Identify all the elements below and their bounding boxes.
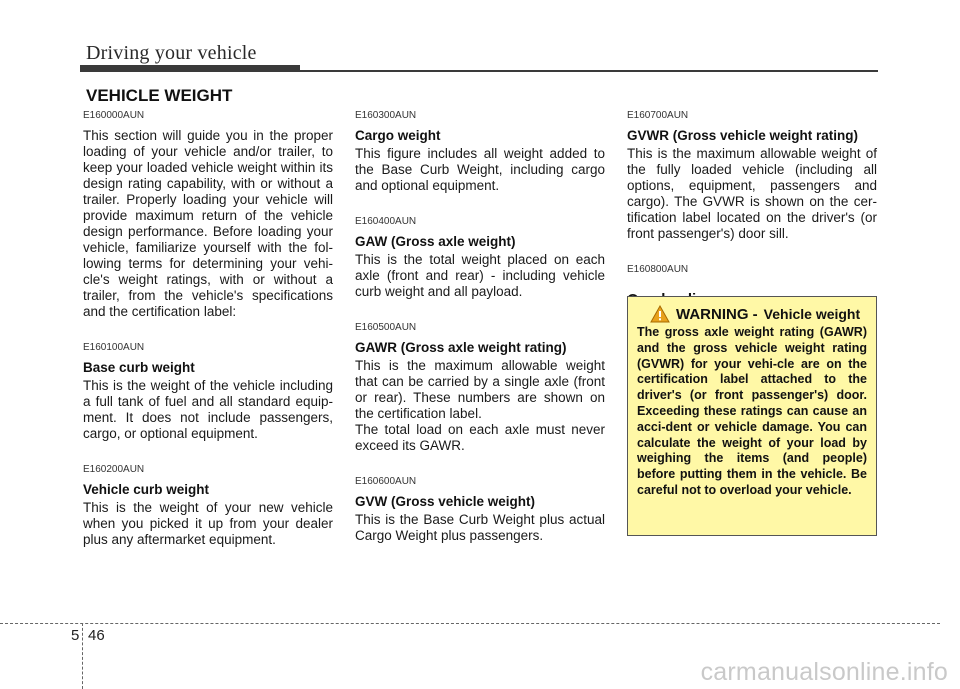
chapter-number: 5 [71,627,80,644]
section-code: E160300AUN [355,110,417,121]
warning-label: WARNING - [676,305,758,323]
warning-subject: Vehicle weight [763,306,861,322]
section-title: VEHICLE WEIGHT [86,86,233,105]
column-2 [355,110,605,544]
section-code: E160700AUN [627,110,689,121]
vehicle-curb-weight-text: This is the weight of your new vehicle when you picked it up from your dealer plus any aftermarket equipment. [83,500,333,547]
gawr-text-2: The total load on each axle must never exceed its GAWR. [355,422,605,453]
column-1 [83,110,333,548]
section-code: E160500AUN [355,322,417,333]
gawr-text: This is the maximum allowable weight that can be carried by a single axle (front or rear). These numbers are shown on the certification label. [355,358,605,421]
cargo-weight-text: This figure includes all weight added to the Base Curb Weight, including cargo and optional equipment. [355,146,605,193]
header-accent-bar [80,65,300,72]
footer-rule [0,623,940,624]
section-code: E160400AUN [355,216,417,227]
section-code: E160800AUN [627,264,689,275]
warning-box [627,296,877,536]
warning-header [650,305,868,323]
page-header-title: Driving your vehicle [86,42,257,64]
section-code: E160100AUN [83,342,145,353]
page-number: 46 [88,627,105,644]
warning-text: The gross axle weight rating (GAWR) and the gross vehicle weight rating (GVWR) for your vehi-cle are on the certification label attached to the driver's (or front passenger's) door. Exceeding these ratings can cause an acci-dent or vehicle damage. You can calculate the weight of your load by weighing the items (and people) before putting them in the vehicle. Be careful not to overload your vehicle. [637,325,867,497]
gvw-heading: GVW (Gross vehicle weight) [355,494,536,509]
column-3 [627,110,877,324]
watermark: carmanualsonline.info [700,658,948,686]
base-curb-weight-heading: Base curb weight [83,360,195,375]
gvw-text: This is the Base Curb Weight plus actual Cargo Weight plus passengers. [355,512,605,543]
gaw-text: This is the total weight placed on each axle (front and rear) - including vehicle curb weight and all payload. [355,252,605,299]
footer-divider [82,623,83,689]
section-code: E160200AUN [83,464,145,475]
section-code: E160000AUN [83,110,145,121]
warning-triangle-icon [650,305,670,323]
header-rule [300,70,878,72]
vehicle-curb-weight-heading: Vehicle curb weight [83,482,210,497]
section-code: E160600AUN [355,476,417,487]
gawr-heading: GAWR (Gross axle weight rating) [355,340,567,355]
gaw-heading: GAW (Gross axle weight) [355,234,516,249]
base-curb-weight-text: This is the weight of the vehicle including a full tank of fuel and all standard equip-ment. It does not include passengers, cargo, or optional equipment. [83,378,333,441]
gvwr-text: This is the maximum allowable weight of the fully loaded vehicle (including all options, equipment, passengers and cargo). The GVWR is shown on the cer-tification label located on the driver's (or front passenger's) door sill. [627,146,877,241]
gvwr-heading: GVWR (Gross vehicle weight rating) [627,128,859,143]
cargo-weight-heading: Cargo weight [355,128,441,143]
intro-paragraph: This section will guide you in the proper loading of your vehicle and/or trailer, to keep your loaded vehicle weight within its design rating capability, with or without a trailer. Properly loading your vehicle will provide maximum return of the vehicle design performance. Before loading your vehicle, familiarize yourself with the fol-lowing terms for determining your vehi-cle's weight ratings, with or without a trailer, from the vehicle's specifications and the certification label: [83,128,333,319]
